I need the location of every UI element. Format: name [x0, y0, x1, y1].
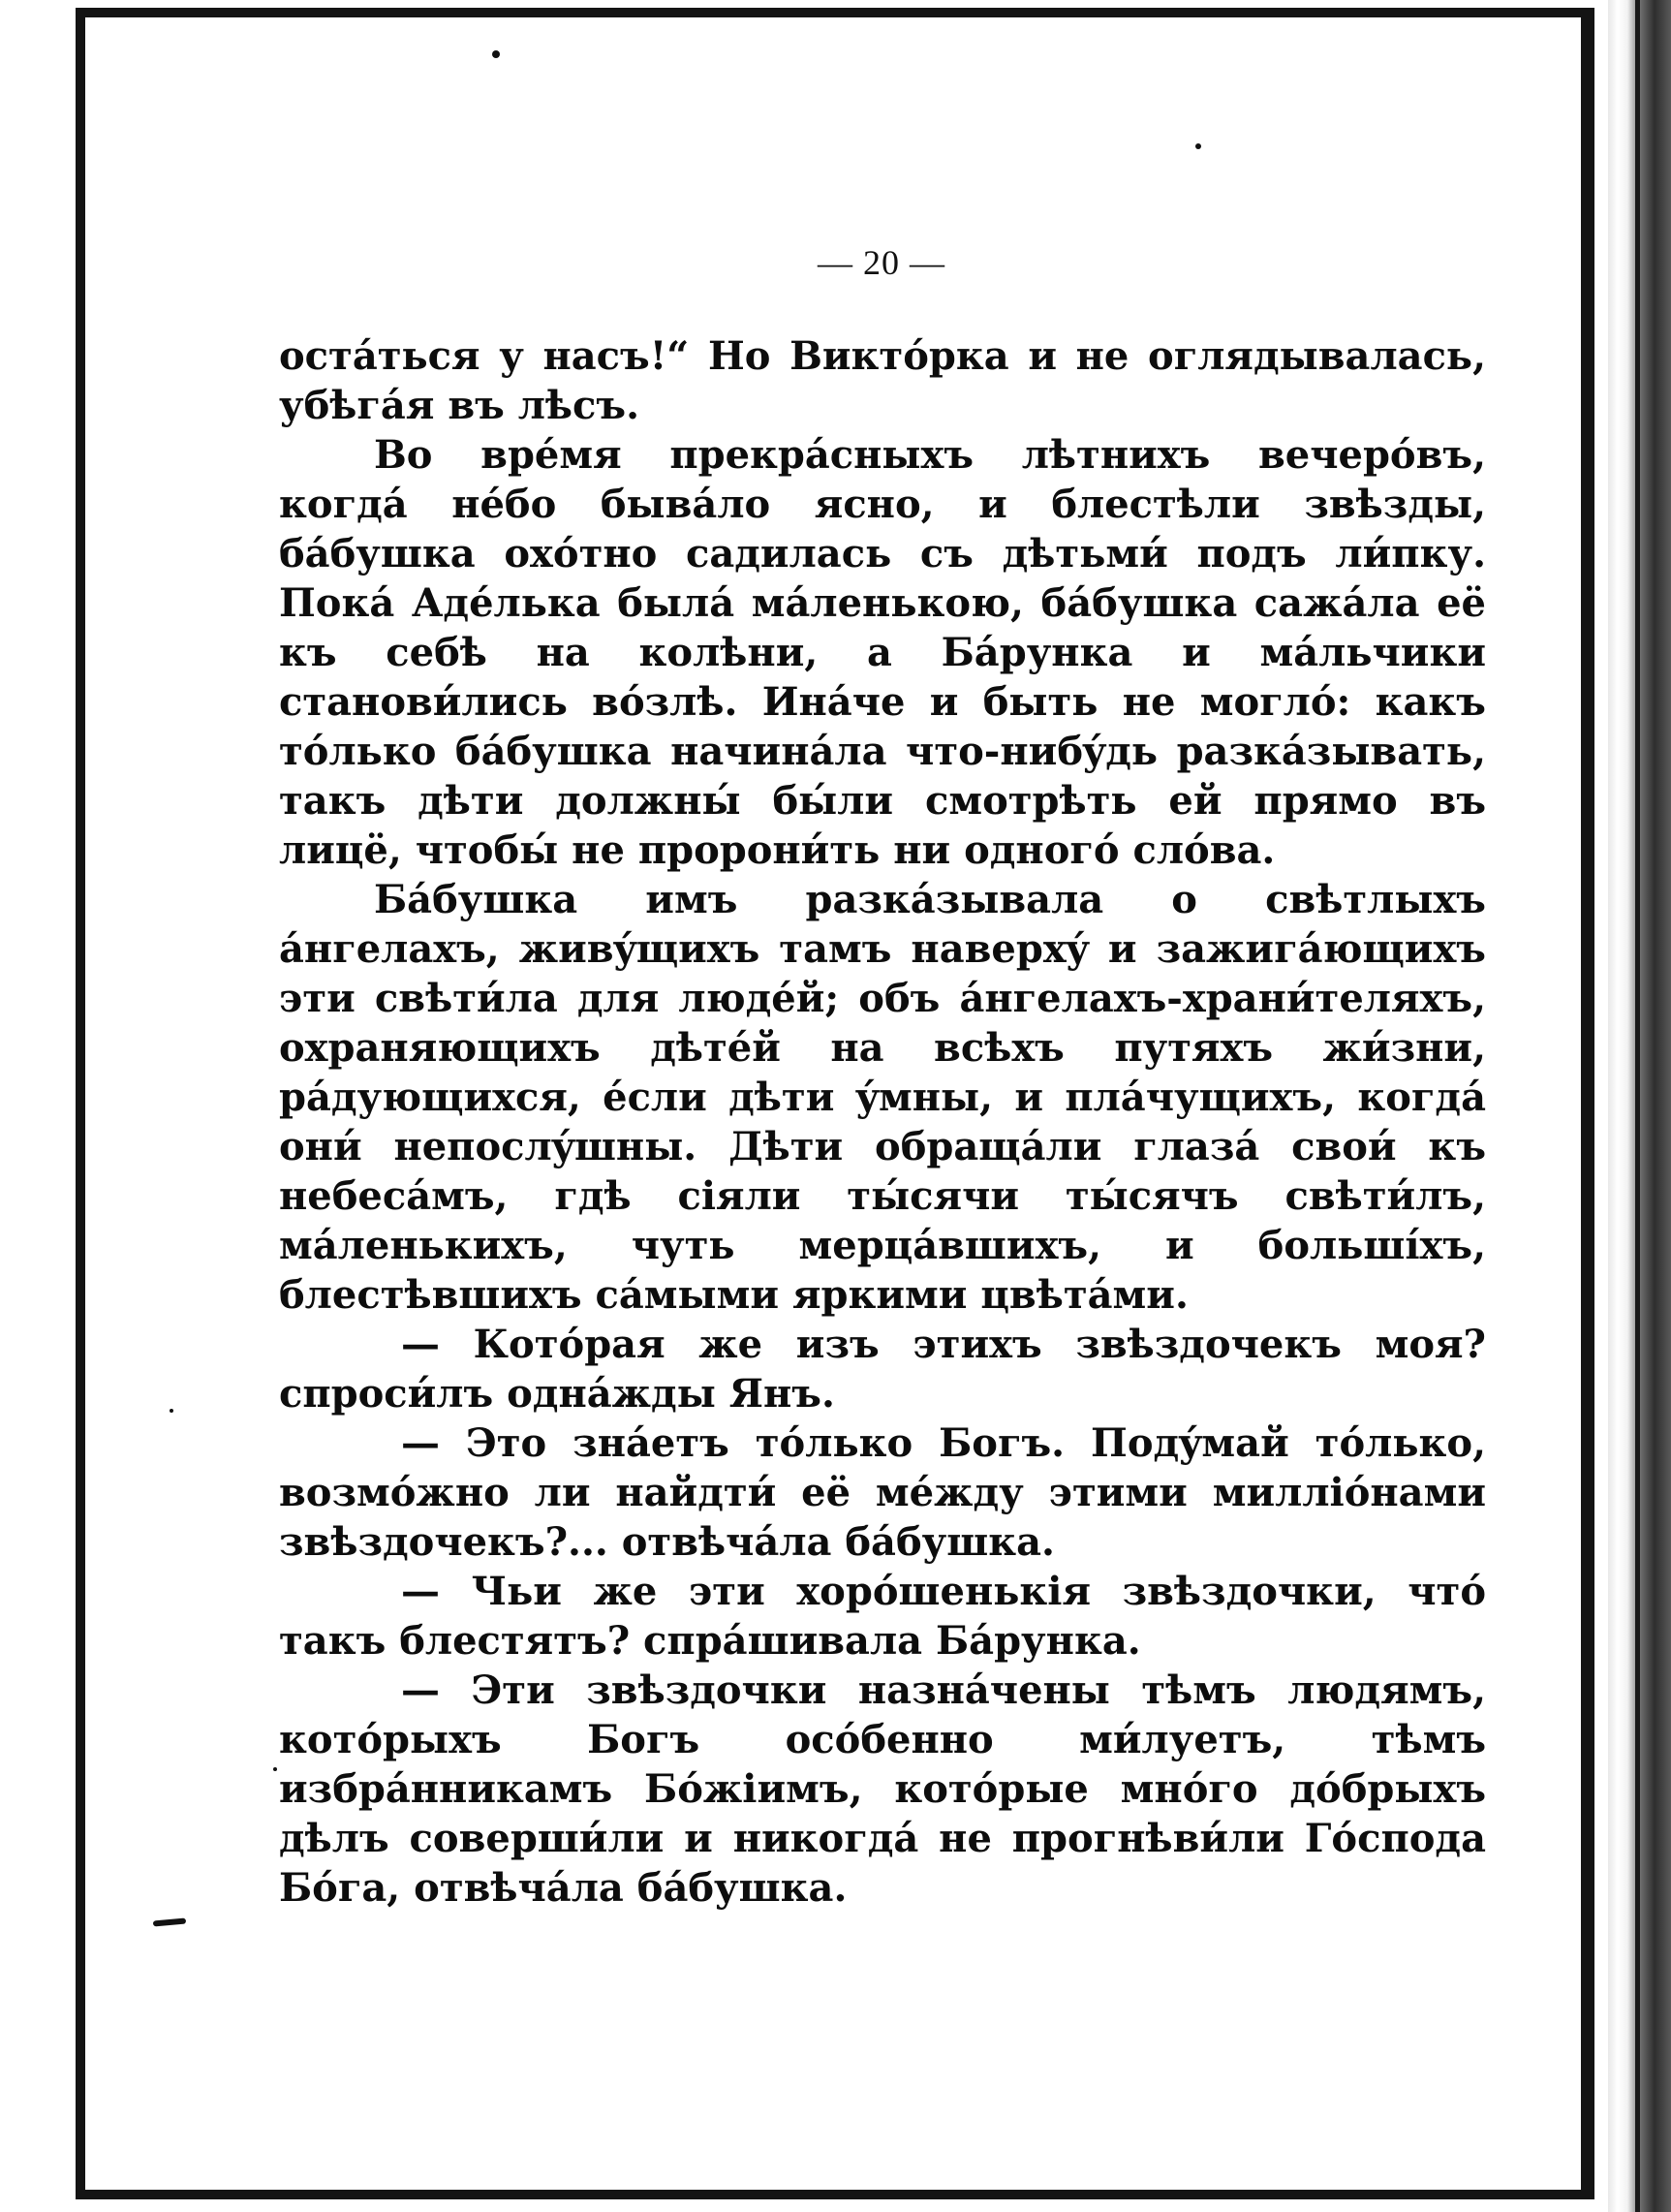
page-number: — 20 — [818, 243, 945, 282]
dialogue-line-1: — Котóрая же изъ этихъ звѣздочекъ моя? спроси́лъ однáжды Янъ. [279, 1322, 1486, 1417]
scan-speck [273, 1767, 277, 1771]
book-spine-line [1635, 0, 1640, 2212]
book-text [279, 331, 1486, 1913]
dialogue-line-4: — Эти звѣздочки назнáчены тѣмъ людямъ, котóрыхъ Богъ осóбенно ми́луетъ, тѣмъ избрáнникамъ Бóжіимъ, котóрые мнóго дóбрыхъ дѣлъ соверши́ли и никогдá не прогнѣви́ли Гóспода Бóга, отвѣчáла бáбушка. [279, 1667, 1486, 1911]
paragraph-3: Бáбушка имъ разкáзывала о свѣтлыхъ áнгелахъ, живýщихъ тамъ наверхý и зажигáющихъ эти свѣти́ла для людéй; объ áнгелахъ-храни́теляхъ, охраняющихъ дѣтéй на всѣхъ путяхъ жи́зни, рáдующихся, éсли дѣти ýмны, и плáчущихъ, когдá они́ непослýшны. Дѣти обращáли глазá свои́ къ небесáмъ, гдѣ сіяли ты́сячи ты́сячъ свѣти́лъ, мáленькихъ, чуть мерцáвшихъ, и большíхъ, блестѣвшихъ сáмыми яркими цвѣтáми. [279, 877, 1486, 1318]
scan-speck [170, 1409, 173, 1413]
scan-speck [1195, 143, 1201, 149]
paragraph-1: остáться у насъ!“ Но Виктóрка и не оглядывалась, убѣгáя въ лѣсъ. [279, 333, 1486, 428]
scan-speck [492, 50, 500, 58]
paragraph-2: Во врéмя прекрáсныхъ лѣтнихъ вечерóвъ, когдá нéбо бывáло ясно, и блестѣли звѣзды, бáбушка охóтно садилась съ дѣтьми́ подъ ли́пку. Покá Адéлька былá мáленькою, бáбушка сажáла её къ себѣ на колѣни, а Бáрунка и мáльчики станови́лись вóзлѣ. Инáче и быть не моглó: какъ тóлько бáбушка начинáла что-нибýдь разкáзывать, такъ дѣти должны́ бы́ли смотрѣть ей прямо въ лицё, чтобы́ не пророни́ть ни одногó слóва. [279, 432, 1486, 873]
dialogue-line-2: — Это знáетъ тóлько Богъ. Подýмай тóлько, возмóжно ли найдти́ её мéжду этими миллióнами звѣздочекъ?... отвѣчáла бáбушка. [279, 1420, 1486, 1565]
dialogue-line-3: — Чьи же эти хорóшенькія звѣздочки, чтó такъ блестятъ? спрáшивала Бáрунка. [279, 1569, 1486, 1664]
